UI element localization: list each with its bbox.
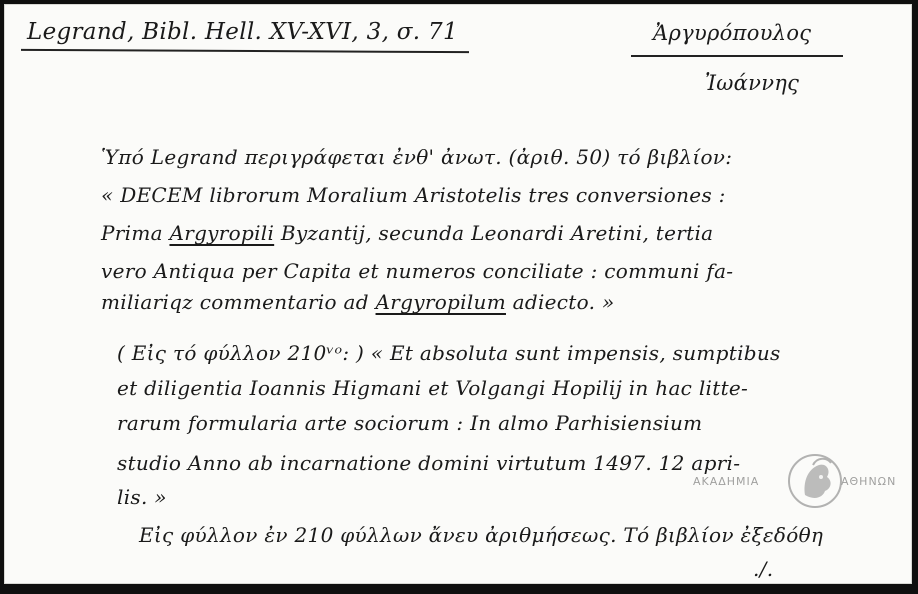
author-surname: Ἀργυρόπουλος bbox=[653, 21, 812, 45]
title-line-4 bbox=[101, 290, 614, 314]
collation-line: Εἰς φύλλον ἐν 210 φύλλων ἄνευ ἀριθμήσεως. Τό βιβλίον ἐξεδόθη bbox=[139, 523, 824, 547]
watermark-left-text: ΑΚΑΔΗΜΙΑ bbox=[693, 475, 760, 488]
reference-underline bbox=[21, 49, 469, 53]
title-line-2 bbox=[101, 221, 713, 245]
academy-watermark bbox=[691, 449, 912, 513]
author-forename: Ἰωάννης bbox=[705, 71, 800, 95]
title-line-3: vero Antiqua per Capita et numeros conciliate : communi fa- bbox=[101, 259, 734, 283]
title-text: Prima bbox=[101, 221, 170, 245]
title-line-1: « DECEM librorum Moralium Aristotelis tres conversiones : bbox=[101, 183, 726, 207]
colophon-line-4: studio Anno ab incarnatione domini virtutum 1497. 12 apri- bbox=[117, 451, 741, 475]
athena-head-icon bbox=[787, 451, 843, 511]
title-text: adiecto. » bbox=[505, 290, 615, 314]
underlined-name-argyropili: Argyropili bbox=[169, 221, 275, 245]
colophon-line-2: et diligentia Ioannis Higmani et Volgangi Hopilij in hac litte- bbox=[117, 376, 749, 400]
continued-mark: ./. bbox=[753, 557, 774, 581]
watermark-right-text: ΑΘΗΝΩΝ bbox=[841, 475, 897, 488]
title-text: miliariqz commentario ad bbox=[101, 290, 376, 314]
intro-line: Ὑπό Legrand περιγράφεται ἐνθ' ἀνωτ. (ἀριθ. 50) τό βιβλίον: bbox=[101, 145, 733, 169]
surname-divider bbox=[631, 55, 843, 57]
bibliographic-reference: Legrand, Bibl. Hell. XV-XVI, 3, σ. 71 bbox=[27, 19, 458, 45]
colophon-line-5: lis. » bbox=[117, 485, 167, 509]
underlined-name-argyropilum: Argyropilum bbox=[375, 290, 506, 314]
title-text: Byzantij, secunda Leonardi Aretini, tertia bbox=[274, 221, 714, 245]
catalog-card bbox=[4, 4, 912, 584]
colophon-line-1: ( Εἰς τό φύλλον 210ᵛᵒ: ) « Et absoluta sunt impensis, sumptibus bbox=[117, 341, 781, 365]
colophon-line-3: rarum formularia arte sociorum : In almo Parhisiensium bbox=[117, 411, 703, 435]
